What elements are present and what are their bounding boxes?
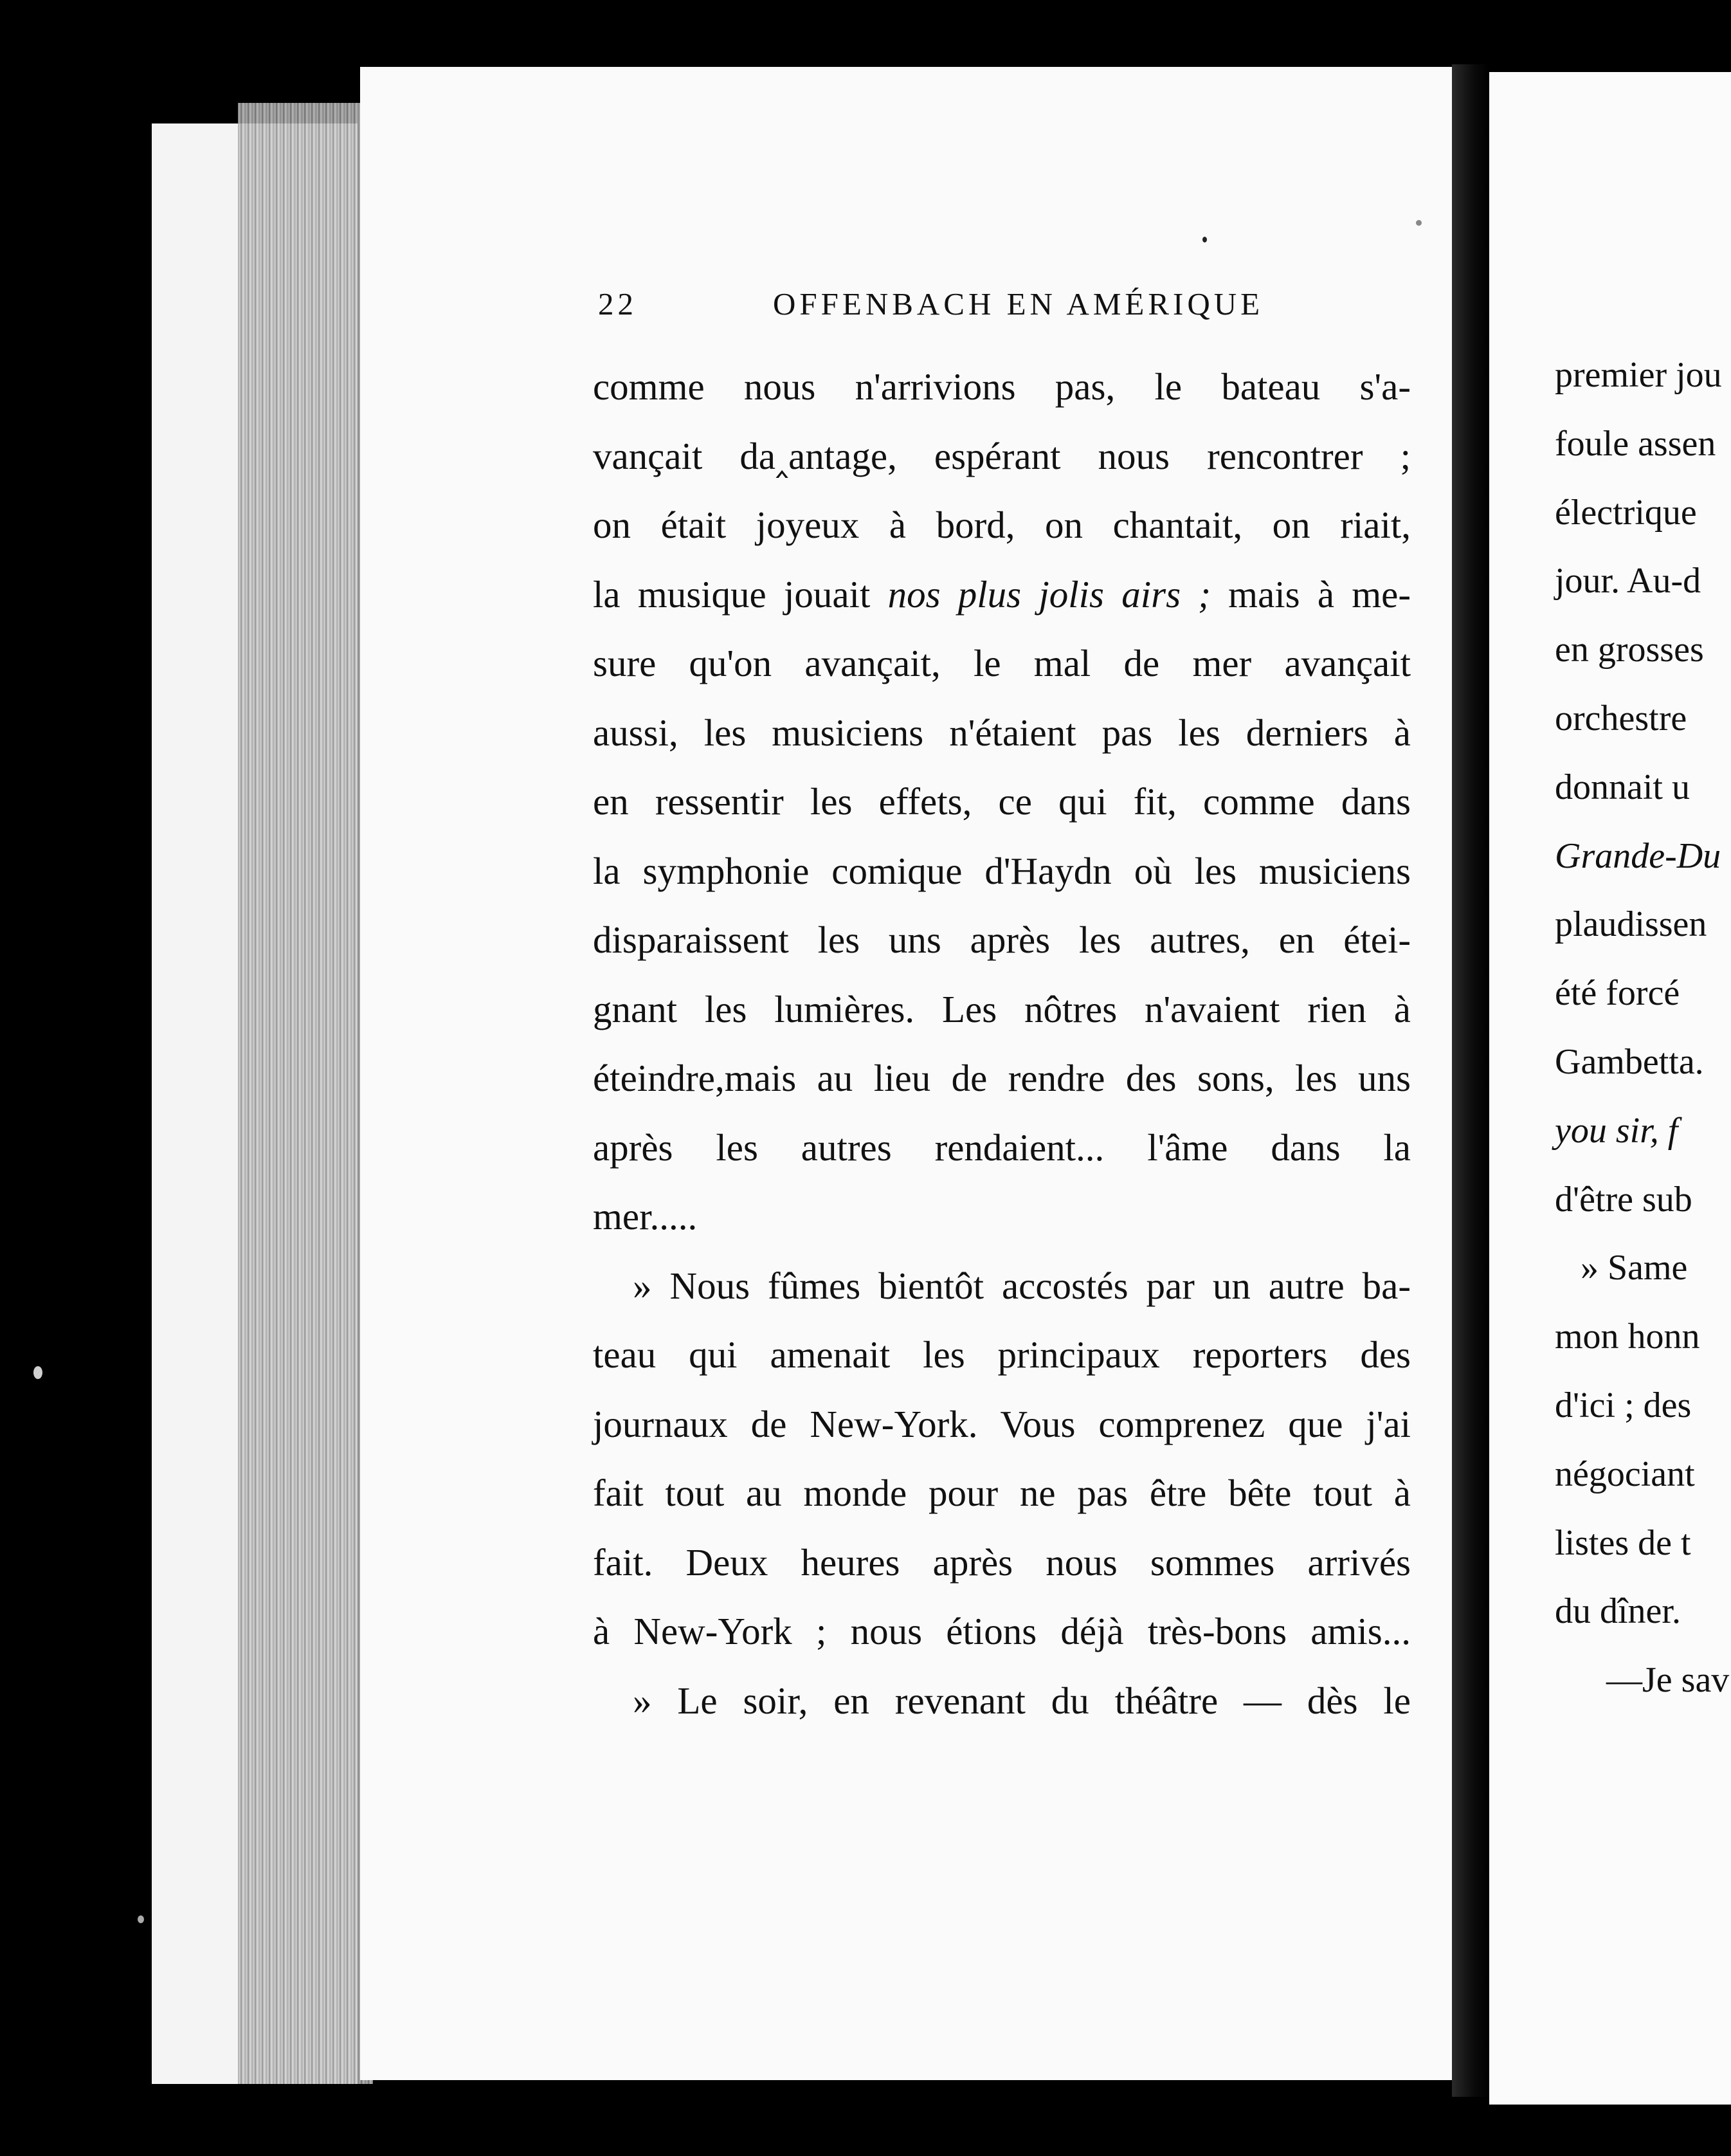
text-line: » Nous fûmes bientôt accostés par un autre ba- — [633, 1264, 1411, 1307]
text-line: teau qui amenait les principaux reporters des — [593, 1333, 1411, 1376]
stacked-page-edges — [238, 103, 373, 2084]
text-line — [593, 560, 1411, 630]
scan-mark — [138, 1915, 144, 1923]
text-line: du dîner. — [1555, 1591, 1681, 1632]
text-line: fait tout au monde pour ne pas être bête tout à — [593, 1472, 1411, 1514]
text-line: d'être sub — [1555, 1179, 1692, 1220]
page-number: 22 — [598, 286, 637, 322]
italic-phrase: nos plus jolis airs ; — [887, 572, 1211, 616]
text-line: Gambetta. — [1555, 1041, 1704, 1082]
text-line: orchestre — [1555, 698, 1687, 738]
scan-mark — [33, 1366, 42, 1379]
text-line: » Same — [1581, 1248, 1688, 1288]
text-line: mer..... — [593, 1195, 698, 1238]
italic-phrase: you sir, f — [1555, 1110, 1678, 1151]
running-title: OFFENBACH EN AMÉRIQUE — [773, 286, 1264, 322]
text-line: premier jou — [1555, 355, 1722, 395]
italic-phrase: Grande-Du — [1555, 836, 1721, 876]
text-line: gnant les lumières. Les nôtres n'avaient rien à — [593, 987, 1411, 1030]
facing-page-text — [1555, 341, 1729, 1715]
text-line: journaux de New-York. Vous comprenez que j'ai — [593, 1402, 1411, 1445]
main-text — [593, 352, 1411, 1735]
text-line — [1555, 822, 1729, 891]
text-line: la symphonie comique d'Haydn où les musiciens — [593, 849, 1411, 892]
text-line — [1555, 1097, 1729, 1165]
text-line: fait. Deux heures après nous sommes arrivés — [593, 1540, 1411, 1584]
text-line: en grosses — [1555, 630, 1704, 670]
text-run: la musique jouait — [593, 572, 888, 616]
text-line: négociant — [1555, 1454, 1695, 1494]
ink-speck — [1202, 237, 1207, 242]
text-line: disparaissent les uns après les autres, en étei- — [593, 918, 1411, 961]
text-line: —Je sav — [1606, 1660, 1730, 1701]
text-line: jour. Au-d — [1555, 561, 1701, 601]
text-line: listes de t — [1555, 1522, 1691, 1563]
text-line: plaudissen — [1555, 904, 1707, 945]
ink-speck — [1416, 220, 1422, 226]
text-line: donnait u — [1555, 767, 1690, 807]
text-line: mon honn — [1555, 1317, 1700, 1357]
text-line: aussi, les musiciens n'étaient pas les derniers à — [593, 711, 1411, 754]
text-run: mais à me- — [1210, 572, 1411, 616]
text-line: on était joyeux à bord, on chantait, on riait, — [593, 504, 1411, 546]
book-gutter — [1452, 64, 1489, 2097]
text-line: » Le soir, en revenant du théâtre — dès le — [633, 1679, 1411, 1722]
text-line: été forcé — [1555, 973, 1680, 1014]
text-line: foule assen — [1555, 423, 1716, 464]
text-line: électrique — [1555, 492, 1697, 533]
text-line: d'ici ; des — [1555, 1385, 1692, 1425]
text-line: éteindre,mais au lieu de rendre des sons, les uns — [593, 1057, 1411, 1099]
text-line: en ressentir les effets, ce qui fit, comme dans — [593, 780, 1411, 823]
text-line: vançait da‸antage, espérant nous rencontrer ; — [593, 434, 1411, 477]
text-line: après les autres rendaient... l'âme dans la — [593, 1126, 1411, 1169]
text-line: à New-York ; nous étions déjà très-bons amis... — [593, 1610, 1411, 1652]
text-line: sure qu'on avançait, le mal de mer avançait — [593, 642, 1411, 684]
text-line: comme nous n'arrivions pas, le bateau s'a- — [593, 365, 1411, 408]
